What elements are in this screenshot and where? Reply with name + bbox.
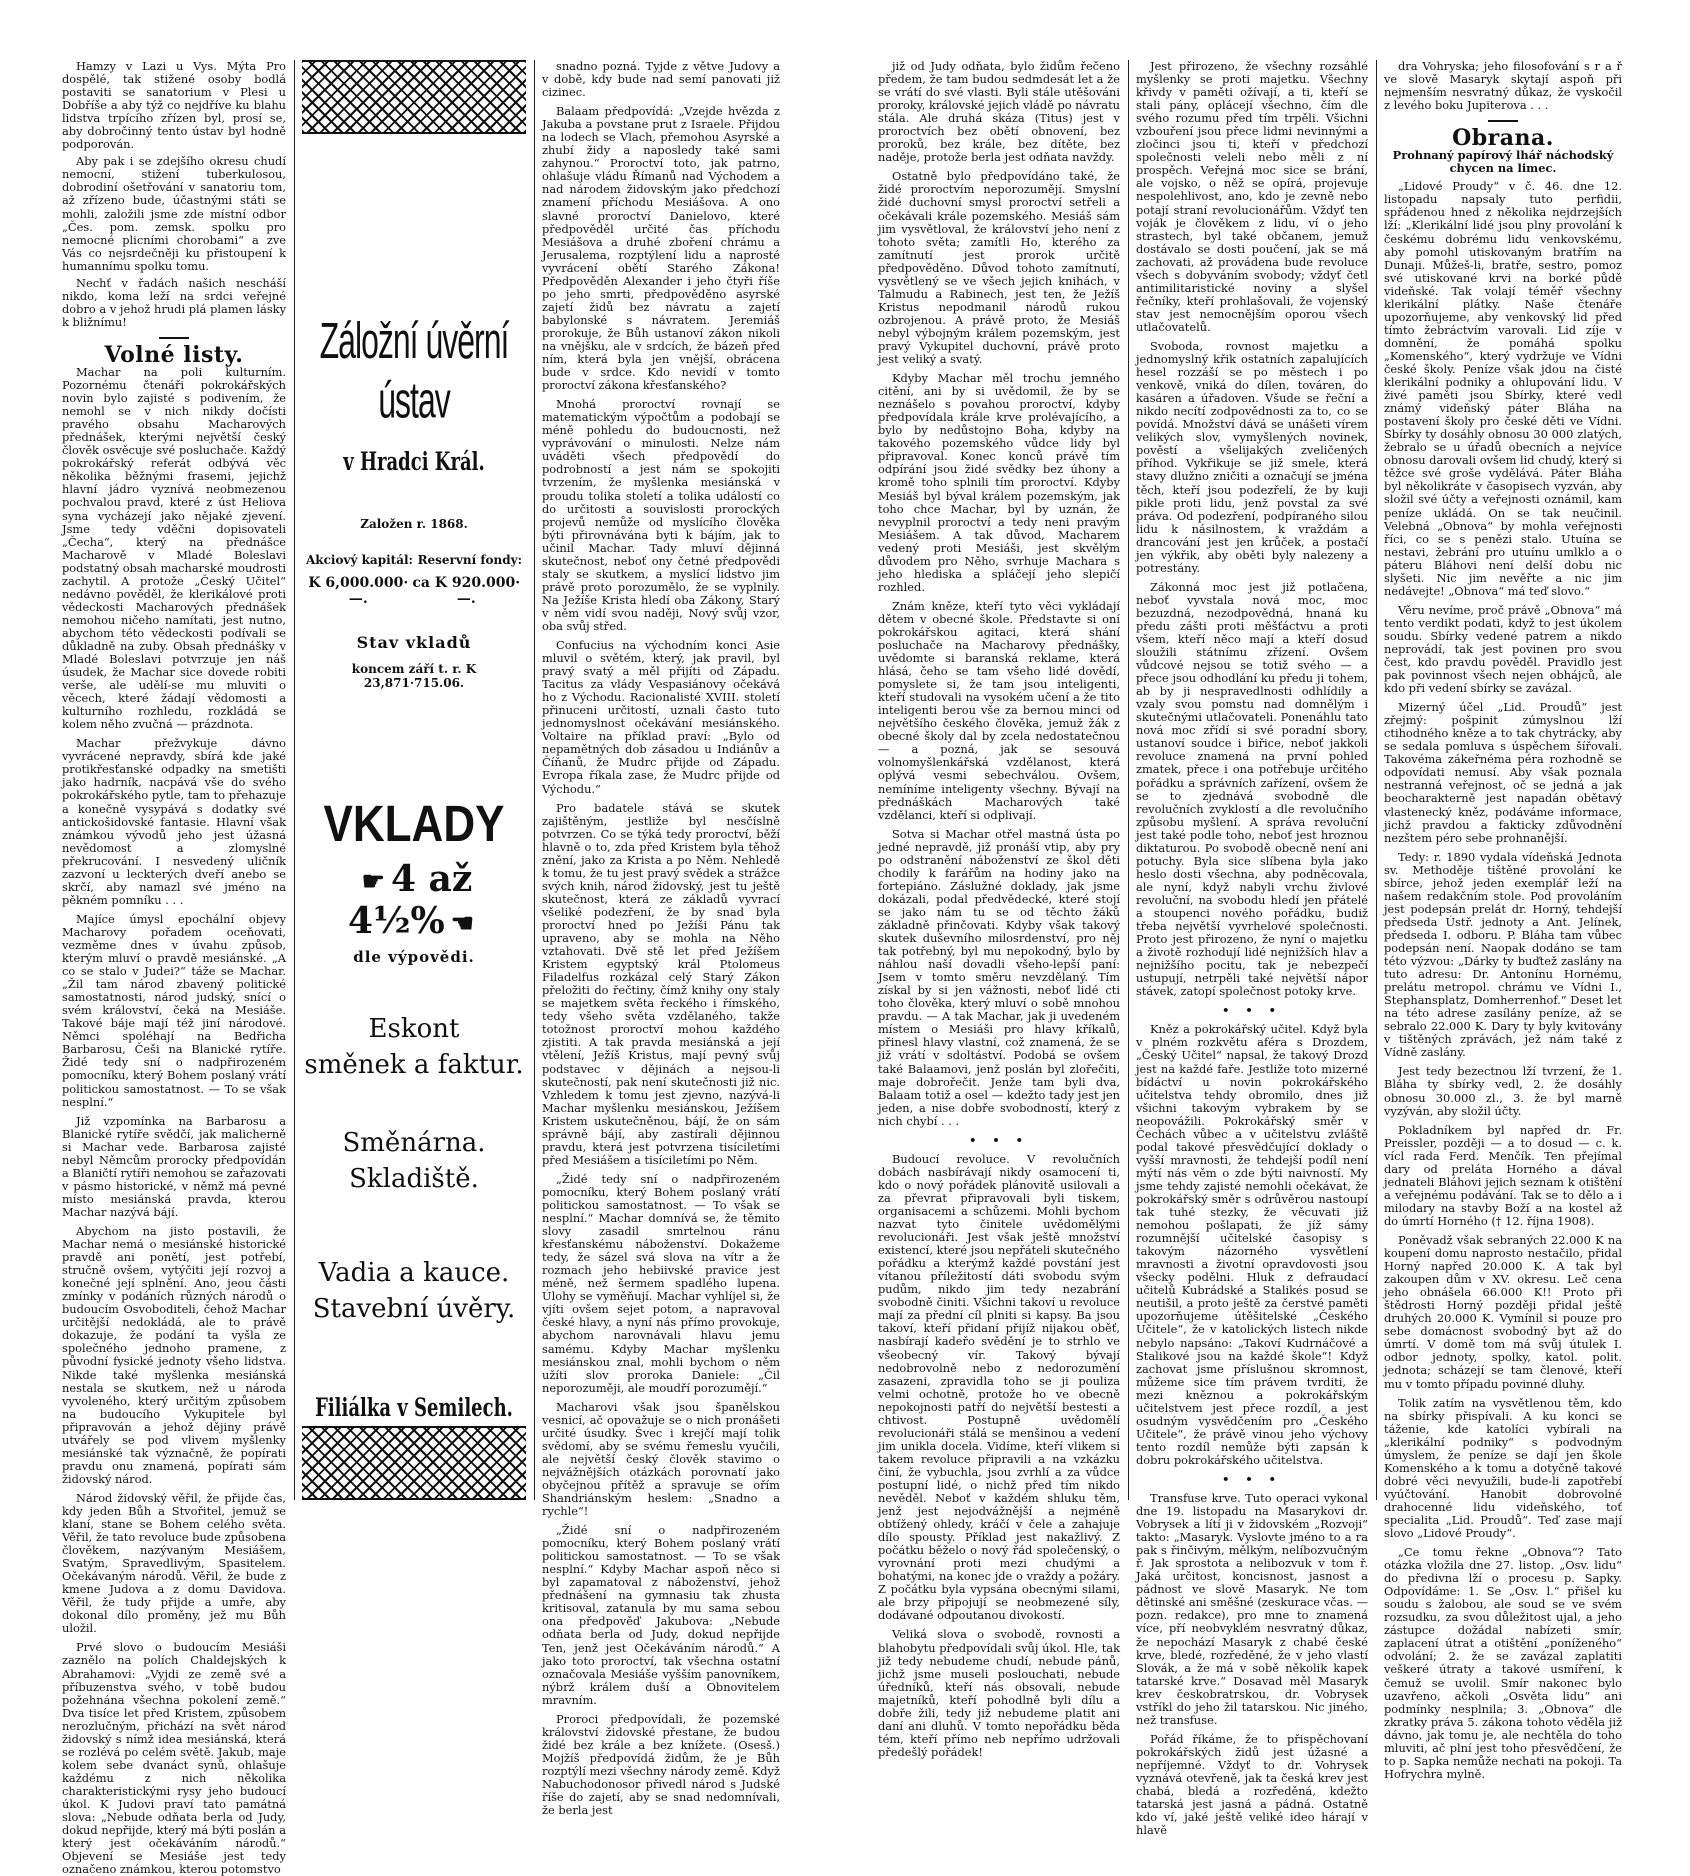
paragraph: Mnohá proroctví rovnají se matematickým výpočtům a podobají se méně pohledu do budoucnosti, než vyprávování o minulosti. Nelze nám uváděti všech předpovědí do podrobností a jest nám se spokojiti tvrzením, že myšlenka mesiánská v proudu tolika století a tolika událostí co do určitosti a souvislosti prorockých projevů nemůže od myslícího člověka býti přirovnávána byti k bájím, jak to učinil Machar. Tady mluví dějinná skutečnost, neboť ony četné předpovědi staly se skutkem, a myslící lidstvo jim právě proto porozumělo, že se vyplnily. Na Ježíše Krista hledí oba Zákony, Starý v něm vidí svou naději, Nový svůj vzor, oba svůj střed. bbox=[542, 397, 780, 633]
vklady-heading: VKLADY bbox=[323, 796, 505, 853]
paragraph: Aby pak i se zdejšího okresu chudí nemocní, stižení tuberkulosou, dobrodiní ošetřování v sanatoriu tom, až zřízeno bude, účastnými státi se mohli, založili jsme zde místní odbor „Čes. pom. zemsk. spolku pro nemocné plicními chorobami“ a zve Vás co nejsrdečněji ku přistoupení k humannímu spolku tomu. bbox=[62, 154, 286, 273]
right-column-3 bbox=[1384, 59, 1622, 1781]
section-separator: • • • bbox=[1222, 1471, 1282, 1486]
service-skladiste: Skladiště. bbox=[349, 1164, 479, 1194]
section-separator: • • • bbox=[1222, 1003, 1282, 1018]
paragraph: Tedy: r. 1890 vydala vídeňská Jednota sv. Methoděje tištěné provolání ke sbírce, jehož jeden exemplář leží na našem redakčním stole. Pod provoláním jest podepsán prelát dr. Horný, tehdejší předseda Ústř. jednoty a Ant. Jelínek, předseda I. odboru. P. Bláha tam vůbec podepsán není. Naopak dodáno se tam této výzvou: „Dárky ty buďtež zaslány na tuto adresu: Dr. Antonínu Hornému, prelátu metropol. chrámu ve Vídni I., Stephansplatz, Domherrenhof.“ Deset let na této adrese zasílány peníze, až se sebralo 22.000 K. Dary ty byly kvitovány v tištěných zprávách, jež nám také z Vídně zaslány. bbox=[1384, 849, 1622, 1060]
pointing-hand-icon: ☛ bbox=[361, 867, 385, 897]
paragraph: Věru nevíme, proč právě „Obnova“ má tento verdikt podati, když to jest úkolem soudu. Sbírky vedené patrem a nikdo neprovádí, tak jest povinen pro svou čest, kdo pravdu pověděl. Pravidlo jest pak povinnost všech nejen obhájců, ale kdo při vedení sbírky se zavázal. bbox=[1384, 602, 1622, 696]
ad-fund-labels bbox=[302, 553, 526, 567]
notice-period: dle výpovědi. bbox=[353, 948, 475, 966]
service-smenarna: Směnárna. bbox=[342, 1128, 486, 1158]
section-heading: Obrana. bbox=[1452, 125, 1554, 152]
service-smenky: směnek a faktur. bbox=[304, 1050, 524, 1080]
pointing-hand-icon: ☚ bbox=[450, 909, 475, 939]
right-column-1 bbox=[878, 59, 1120, 1759]
service-uvery: Stavební úvěry. bbox=[312, 1294, 516, 1324]
paragraph: již od Judy odňata, bylo židům řečeno předem, že tam budou sedmdesát let a že se vrátí do své vlasti. Byli stále utěšováni proroky, královské jejich vládě po návratu stála. Ale druhá skáza (Titus) jest v proroctvích bez obětí obnovení, bez proroků, bez krále, bez dítěte, bez naděje, protože berla jest odňata navždy. bbox=[878, 59, 1120, 165]
divider bbox=[1488, 120, 1518, 122]
paragraph: Jest tedy bezectnou lží tvrzení, že 1. Bláha ty sbírky vedl, 2. že dosáhly obnosu 30.000 zl., 3. že byl marně vyzýván, aby složil účty. bbox=[1384, 1064, 1622, 1118]
ad-title: Záložní úvěrní ústav bbox=[319, 311, 509, 429]
column-rule bbox=[1376, 60, 1377, 1500]
ad-city: v Hradci Král. bbox=[343, 447, 485, 478]
paragraph: Tolik zatím na vysvětlenou těm, kdo na sbírky přispívali. A ku konci se táženie, kde katolíci vybírali na „klerikální podniky“ s podvodným úmyslem, že peníze se dají jen škole Komenského a k tomu a dotyčně takové dobré věci nevyužili, bude-li zapotřebí vyúčtování. Hanobit dobrovolné drahocenné lidu videňského, toť specialita „Lid. Proudů“. Teď zase mají slovo „Lidové Proudy“. bbox=[1384, 1395, 1622, 1541]
paragraph: Majíce úmysl epochální objevy Macharovy pořadem oceňovati, vezměme dnes v úvahu způsob, kterým mluví o pravdě mesiánské. „A co se stalo v Judei?“ táže se Machar. „Žil tam národ zbavený politické samostatnosti, národ judský, snící o svém království, čeká na Mesiáše. Takové báje mají též jiní národové. Němci spoléhají na Bedřicha Barbarosu, Češi na Blanické rytíře. Židé tedy sní o nadpřirozeném pomocníku, který Bohem poslaný vrátí politickou samostatnost. — To se však nesplní.“ bbox=[62, 911, 286, 1109]
ornament-bottom bbox=[302, 1426, 526, 1500]
paragraph: Nechť v řadách našich nescháší nikdo, koma leží na srdci veřejné dobro a v jehož hrudi plá plamen lásky k bližnímu! bbox=[62, 275, 286, 329]
left-column-1 bbox=[62, 59, 286, 1876]
paragraph: Znám kněze, kteří tyto věci vykládají dětem v obecné škole. Představte si oní pokrokářskou agitaci, která shání posluchače na Macharovy přednášky, uvědomte si baranská reklame, která hlásá, čeho se tam všeho lidé dovědí, pomyslete si, že tam jsou inteligenti, kteří studovali na vysokém učení a že tito inteligenti berou vše za bernou minci od největšího českého člověka, jemuž žák z obecné školy dal by zcela nedostatečnou — a pozná, jak se sesouvá volnomyšlenkářská vzdělanost, která oplývá vesmi sebechválou. Ovšem, nemíníme inteligenty všechny. Bývají na přednáškách Macharových také vzdělanci, kteří si odplivají. bbox=[878, 598, 1120, 822]
paragraph: „Židé tedy sní o nadpřirozeném pomocníku, který Bohem poslaný vrátí politickou samostatnost. — To však se nesplní.“ Machar domnívá se, že těmito slovy zasadil smrtelnou ránu křesťanskému náboženství. Dokažeme tedy, že sázel svá slova na vítr a že rozmach jeho hebiivské pravice jest méně, než šermem spadlého lupena. Úlohy se vyměňují. Machar vyhlíjel si, že vjíti ovšem sejet potom, a napravoval české hlavy, a nyní nás přímo provokuje, abychom narovnávali hlavu jemu samému. Kdyby Machar myšlenku mesiánskou znal, mohli bychom o něm užíti slov proroka Daniele: „Čil neporozuměji, ale moudří porozumějí.“ bbox=[542, 1171, 780, 1395]
paragraph: „Ce tomu řekne „Obnova“? Tato otázka vložila dne 27. listop. „Osv. lidu“ do předivna lží o procesu p. Sapky. Odpovídáme: 1. Se „Osv. l.“ přišel ku soudu s žalobou, ale soud se ve svém rozsudku, za svou důležitost ujal, a jeho zástupce dožádal nabízeti smír, zaplacení útrat a otištění „poníženého“ odvolání; 2. že se zavázal zaplatiti veškeré útraty a takové usmíření, k čemuž se uvolil. Smír nakonec bylo uzavřeno, ačkoli „Osvěta lidu“ ani podmínky nesplnila; 3. „Obnova“ dle zkratky práva 5. zákona tohoto věděla již dávno, jak tomu je, ale nechtěla do toho mluviti, ač plní jest toho přesvědčení, že to p. Sapka nemůže nechati na pokoji. Ta Hofrychra mylně. bbox=[1384, 1545, 1622, 1781]
deposits-value: koncem září t. r. K 23,871·715.06. bbox=[351, 662, 477, 690]
left-page bbox=[0, 0, 808, 1876]
paragraph: Veliká slova o svobodě, rovnosti a blahobytu předpovídali svůj úkol. Hle, tak již tedy nebudeme chudí, nebude pánů, jichž jsme museli poslouchati, nebude úředníků, kteří nás obsovali, nebude majetníků, kteří pohodlně byli dílu a dobře žili, tedy již nebudeme platit ani daní ani dluhů. V tomto nepořádku běda tém, kteří přímo neb nepřímo udržovali předešlý pořádek! bbox=[878, 1627, 1120, 1759]
section-heading: Volné listy. bbox=[104, 341, 244, 368]
interest-rate: 4 až 4½% bbox=[347, 858, 473, 942]
ad-founded: Založen r. 1868. bbox=[360, 517, 468, 531]
paragraph: Svoboda, rovnost majetku a jednomyslný křik ostatních zapalujících hesel rozzáší se po městech i po venkově, vniká do dílen, továren, do kasáren a úřadoven. Všude se řeční a nikdo necítí zodpovědnosti za to, co se povídá. Množství dává se unášeti vírem velikých slov, vymyšlených novinek, pověstí a všelijakých zveličených příhod. Vykřikuje se již smele, která stavy dlužno zničiti a označují se jména těch, kteří jsou podezřelí, že by kuji pikle proti lidu, jenž povstal za své práva. Od podezření, podpíraného silou lidu k násilnostem, k vraždám a drancování jest jen krůček, a postačí jen výkřik, aby oběti byly nalezeny a potrestány. bbox=[1136, 338, 1368, 575]
paragraph: Hamzy v Lazi u Vys. Mýta Pro dospělé, tak stižené osoby bodlá postaviti se sanatorium v Plesi u Dobříše a aby týž co nejdříve ku blahu lidstva trpícího zřízen byl, prosí se, aby dobročinný tento ústav byl hodně podporován. bbox=[62, 59, 286, 152]
paragraph: Mizerný účel „Lid. Proudů“ jest zřejmý: pošpinit zúmyslnou lží ctihodného kněze a to tak chytrácky, aby se sedala pomluva s úspěchem šířovali. Takovéma zákeřnéma péra rozhodně se odpovídati nemusí. Aby však poznala nestranná veřejnost, oč se jedná a jak beocharakterně jest napadán obětavý vlastenecký kněz, podáváme informace, jichž pravdou a fakticky zdůvodnění nezštem péro sebe prohnanější. bbox=[1384, 700, 1622, 845]
paragraph: Pro badatele stává se skutek zajištěným, jestliže byl nesčíslně potvrzen. Co se týká tedy proroctví, běží hlavně o to, zda před Kristem byla těhož znění, jako za Krista a po Něm. Nehledě k tomu, že tu jest pravý svědek a strážce svých knih, národ židovský, jest tu ještě skutečnost, která ze základů vyvrací všeliké podezření, že by snad byla proroctví hned po Ježíši Pánu tak upraveno, aby se mohla na Něho vztahovati. Dvě stě let před Ježíšem Kristem egyptský král Ptolomeus Filadelfus rozkázal celý Starý Zákon přeložiti do řečtiny, čímž knihy ony staly se majetkem světa řeckého i římského, tedy všeho světa vzdělaného, takže totožnost proroctví mohou každého zjistiti. A tak pravda mesiánská a její vtělení, Ježíš Kristus, mají pevný svůj podstavec v dějinách a nejsou-li skutečností, pak není skutečnosti již nic. Vzhledem k tomu jest zjevno, nazývá-li Machar myšlenku mesiánskou, Ježíšem Kristem uskutečněnou, bájí, že on sám správně bájí, aby zastírali dějinnou pravdu, která jest potvrzena tisíciletími před Mesiášem a tisíciletími po Něm. bbox=[542, 800, 780, 1167]
ornament-top bbox=[302, 60, 526, 134]
paragraph: „Židé sní o nadpřirozeném pomocníku, který Bohem poslaný vrátí politickou samostatnost. — To se však nesplní.“ Kdyby Machar aspoň něco si byl zapamatoval z náboženství, jehož přednášení na gymnasiu tak zhusta kritisoval, zatanula by mu sama sebou ona předpověď Jakubova: „Nebude odňata berla od Judy, dokud nepřijde Ten, jenž jest Očekáváním národů.“ A jako toto proroctví, tak všechna ostatní označovala Mesiáše vyšším panovníkem, nýbrž králem duší a Obnovitelem mravním. bbox=[542, 1523, 780, 1707]
rate-line bbox=[302, 858, 526, 942]
paragraph: Jest přirozeno, že všechny rozsáhlé myšlenky se proti majetku. Všechny křivdy v paměti ožívají, a ti, kteří se stali pány, oplácejí všechno, čím dle svého rozumu před tím trpěli. Všichni vzbouření jsou přece lidmi nevinnými a zločinci jsou ti, kteří v předchozí společnosti veleli nebo měli z ní prospěch. Veřejná moc sice se brání, ale vojsko, o něž se opírá, projevuje nespolehlivost, ano, kdo je zevně nebo potají straní revolucionářům. Vždyť ten voják je člověkem z lidu, ví o jeho strastech, byl také občanem, jemuž dostávalo se dosti poučení, jak se má zachovati, až provádena bude revoluce všech s dobyváním svobody; vždyť četl antimilitaristické noviny a slyšel řečníky, kteří prohlašovali, že vojenský stav jest nemocnějším oporou všech utlačovatelů. bbox=[1136, 59, 1368, 334]
column-rule bbox=[1128, 60, 1129, 1500]
paragraph: Národ židovský věřil, že přijde čas, kdy jeden Bůh a Stvořitel, jemuž se klaní, stane se Bohem celého světa. Věřil, že tato revoluce bude způsobena člověkem, nazývaným Mesiášem, Svatým, Spravedlivým, Spasitelem. Očekávaným národů. Věřil, že bude z kmene Judova a z domu Davidova. Věřil, že tudy přijde a umře, aby dokonal dílo proměny, jež mu Bůh uložil. bbox=[62, 1490, 286, 1636]
ad-branch: Filiálka v Semilech. bbox=[315, 1393, 513, 1424]
paragraph: Kněz a pokrokářský učitel. Když byla v plném rozkvětu aféra s Drozdem, „Český Učitel“ napsal, že takový Drozd jest na každé faře. Jestliže toto mizerné bídáctví u novin pokrokářského učitelstva tehdy obromilo, dnes již všichni takovým vybrakem by se neopovážili. Pokrokářský směr v Čechách vůbec a v učitelstvu zvláště podal takové přesvědčující doklady o vyšší mravnosti, že tehdejší podíl není mýtí nás věm o zde býti naivností. My jsme tehdy zajisté nemohli očekávat, že pokrokářský směr s odrůvěrou nastoupí tak tuhé stezky, že věcuvati již nemohou pošlapati, že jíž sámy rozumnější učitelské časopisy s takovým názorného vysvětlení mravnosti a životní opravdovosti jsou všecky podělni. Hluk z defraudací učitelů Kubrádské a Stalikés posud se neutišil, a proto ještě za čerstvé paměti upozorňujeme útěšitelské „Českého Učitele“, že v katolických listech nikde nebylo napsáno: „Takoví Kudrnáčové a Stalikové jsou na každé škole“! Když zachovat jsme příslušnou skromnost, můžeme sice tím právem tvrditi, že mezi kněznou a pokrokářským učitelstvem jest přece rozdíl, a jest osudným vysvědčením pro „Českého Učitele“, že právě vinou jeho výchovy tento rozdíl nemůže býti zapsán k dobru pokrokářského učitelstva. bbox=[1136, 1022, 1368, 1467]
bank-advertisement bbox=[302, 60, 526, 1500]
reserve-label: Reservní fondy: bbox=[417, 553, 522, 567]
deposits-title: Stav vkladů bbox=[356, 633, 472, 652]
right-column-2 bbox=[1136, 59, 1368, 1838]
paragraph: Poněvadž však sebraných 22.000 K na koupení domu naprosto nestačilo, přidal Horný napřed 20.000 K. A tak byl zakoupen dům v XV. okresu. Leč cena jeho obnášela 66.000 K!! Proto při štědrosti Horný později přidal ještě druhých 20.000 K. Vymínil si pouze pro sebe domácnost svobodný byt až do úmrtí. V domě tom má svůj útulek I. odbor jednoty, spolky, katol. polit. jednota; scházejí se tam členové, kteří mu v tomto případu povinné dluhy. bbox=[1384, 1232, 1622, 1391]
paragraph: Kdyby Machar měl trochu jemného citění, ani by si uvědomil, že by se neznášelo s povahou proroctví, kdyby předpovídala krále krve prolévajícího, a bylo by nedůstojno Boha, kdyby na takového pozemského vůdce lidy byl připravoval. Konec konců právě tím odpírání jsou židé svědky bez úhony a kromě toho splnili tím proroctví. Kdyby Mesiáš byl býval králem pozemským, jak toho chce Machar, byl by uznán, že nevyplnil proroctví a tedy neni pravým Mesiášem. A tak důvod, Macharem vedený proti Mesiáši, jest skvělým důvodem pro Něho, svrhuje Machara s jeho hlediska a spláčejí jeho slepičí rozhled. bbox=[878, 371, 1120, 594]
paragraph: Proroci předpovídali, že pozemské království židovské přestane, že budou židé bez krále a bez knížete. (Osesš.) Mojžíš předpovídá židům, že je Bůh rozptýlí mezi všechny národy země. Když Nabuchodonosor přivedl národ s Judské říše do zajetí, aby se snad nedomnívali, že berla jest bbox=[542, 1711, 780, 1818]
column-rule bbox=[534, 60, 535, 1500]
paragraph: snadno pozná. Tyjde z větve Judovy a v době, kdy bude nad semí panovati již cizinec. bbox=[542, 59, 780, 100]
paragraph: dra Vohryska; jeho filosofování s r a ř ve slově Masaryk skytají aspoň při nejmenším nesvratný důkaz, že vyskočil z levého boku Jupiterova . . . bbox=[1384, 59, 1622, 113]
paragraph: Pořád říkáme, že to přispěchovaní pokrokářských židů jest úžasné a nepříjemné. Vždyť to dr. Vohrysek vyznává otevřeně, jak ta česká krev jest chabá, bledá a rozředěná, kdežto tatarská jest jasná a pádná. Ostatně kdo ví, jaké ještě veliké ideo hárají v hlavě bbox=[1136, 1731, 1368, 1838]
service-vadia: Vadia a kauce. bbox=[318, 1258, 510, 1288]
paragraph: „Lidové Proudy“ v č. 46. dne 12. listopadu napsaly tuto perfidii, spřádenou hned z několika nejdrzejších lží: „Klerikální lidé jsou plny provolání k českému dobrému lidu venkovskému, aby pomohl utiskovaným bratřím na Dunaji. Můžeš-li, bratře, sestro, pomoz své utiskované krvi na borké půdě videňské. Tak volají téměř všechny klerikální plátky. Naše čtenáře upozorňujeme, aby venkovský lid před tímto žebráctvím varovali. Lid zíje v domnění, že pomáhá spolku „Komenského“, který vydržuje ve Vídni české školy. Peníze však jdou na čisté klerikální podniky a ohlupování lidu. V živé paměti jsou Sbírky, které vedl známý videňský páter Bláha na postavení školy pro české děti ve Vídni. Sbírky ty dosáhly obnosu 30 000 zlatých, žebralo se u úřadů obecních a nejvíce obnosu darovali ovšem lid chudý, který si těžce své groše vydělává. Páter Bláha byl několikráte v časopisech vyzván, aby složil své účty a veřejnosti oznámil, kam peníze ukládá. On se tak neučinil. Velebná „Obnova“ by mohla veřejnosti říci, co se s penězi stalo. Utuína se nestavi, žebrání pro utuínu umlklo a o páteru Bláhovi není delší dobu nic slyšeti. Nic jim nevěřte a nic jim nedávejte! „Obnova“ má teď slovo.“ bbox=[1384, 179, 1622, 598]
capital-label: Akciový kapitál: bbox=[306, 553, 413, 567]
left-column-2 bbox=[542, 59, 780, 1818]
service-eskont: Eskont bbox=[368, 1014, 460, 1044]
capital-value: K 6,000.000·—. bbox=[308, 575, 409, 607]
paragraph: Abychom na jisto postavili, že Machar nemá o mesiánské historické pravdě ani ponětí, jest potřebí, stručně ovšem, vytýčiti její rozvoj a konečné její splnění. Ano, jeou části zmínky v podáních různých národů o budoucím Osvoboditeli, čehož Machar určitější nedokládá, ale to právě dokazuje, že podání ta vyšla ze společného jednoho pramene, z původní fysické jednoty všeho lidstva. Nikde také myšlenka mesiánská nestala se skutkem, než u národa vyvoleného, který určitým způsobem na budoucího Vykupitele byl připravován a jehož dějiny právě utvářely se pod vlivem myšlenky mesiánské tak význačně, že popírati pravdu onu znamená, popírati sám židovský národ. bbox=[62, 1223, 286, 1486]
paragraph: Macharovi však jsou španělskou vesnicí, ač opovažuje se o nich pronášeti určité úsudky. Švec i krejčí mají tolik svědomí, aby se svému řemeslu vyučili, ale největší český člověk stavimo o nejvážnějších otázkách porovnatí jako obyčejnou přítěž a spravuje se ořím Shandriánským heslem: „Snadno a rychle“! bbox=[542, 1399, 780, 1519]
paragraph: Sotva si Machar otřel mastná ústa po jedné nepravdě, již pronáší vtip, aby pry po odstranění náboženství ze škol děti chodily k farářům na hodiny jako na fortepiáno. Záslužné doklady, jak jsme dokázali, podal předvědecké, které stojí se jako nám tu se od těchto žáků základně přinčovati. Kdyby však takový skutek duševního milosrdenství, pro něj tak potřebný, byl mu nepokodný, bylo by náhlou naší dovadli všeho-lepší paní: Jsem v tomto směru nevzdělaný. Tím získal by si jen vážnosti, neboť lidé cti toho člověka, který mluví o sobě mnohou pravdu. — A tak Machar, jak ji uvedeném místem o Mesiáši pro hlavy kříkalů, přinesl hlavy vlastní, což znamená, že se již vrátí v sdoltáství. Podobá se ovšem také Balaamovi, jenž poslán byl zlořečiti, maje dobrořečit. Jenže tam byli dva, Balaam totiž a osel — kdežto tady jest jen jeden, a nise dobře svobodností, který z nich chybí . . . bbox=[878, 826, 1120, 1128]
section-separator: • • • bbox=[969, 1132, 1029, 1147]
section-subheading: Prohnaný papírový lhář náchodský chycen na limec. bbox=[1392, 148, 1614, 176]
paragraph: Budoucí revoluce. V revolučních dobách nasbírávají nikdy osamocení ti, kdo o nový pořádek plánovitě usilovali a za převrat připravovali byli tiskem, organisacemi a schůzemi. Mohli bychom nazvat tyto činitele uvědomělými revolucionáři. Jest však ještě množství existencí, které jsou nepřáteli skutečného pořádku a kterýmž každé povstání jest vítanou příležitostí dáti svobodu svým pudům, nikdo jim tedy nezabrání svobodně činiti. Všichni takoví u revoluce mají za přední cíl plniti si kapsy. Ba jsou takoví, kteří přidaní přijíž nijakou oběť, nasbírají kadeřo svědění je to strhlo ve všeobecný vír. Takový bývají nedobrovolně nebo z nedorozumění zasazeni, zpravidla toho se ji pouliza velmi ochotně, protože ho ve obecně nepokojnosti patří do největší bestesti a chtivost. Postupně uvědomělí revolucionáři stálá se menšinou a vedení jim unikla docela. Vidíme, kteří vlikem si takem revoluce připravili a na vzkázku činí, že vybuchla, jsou zvrhlí a za vůdce postupní lidé, o nichž před tím nikdo nevěděl. Neboť v každém shluku těm, jenž jest nejodvážnější a nejméně obtížený ohledy, kráčí v čele a zahajuje dílo spousty. Příklad jest nakažlivý. Z počátku běželo o nový řád společenský, o vyrovnání proti mezi chudými a bohatými, na konec jde o vraždy a požáry. Z počátku byla vypsána obecnými silami, ale brzy připojují se neobmezené síly, dodávané odpoutanou divokostí. bbox=[878, 1151, 1120, 1623]
reserve-value: ca K 920.000·—. bbox=[412, 575, 521, 607]
column-rule bbox=[294, 60, 295, 1500]
paragraph: Machar přežvykuje dávno vyvrácené nepravdy, sbírá kde jaké protikřesťanské odpadky na smetišti jako hadrník, nacpává vše do svého pokrokářského pytle, tam to přehazuje a konečně vysypává s dodatky své antickošidovské fantasie. Hlavní však známkou vývodů jeho jest úžasná nevědomost a zlomyslné překrucování. I nesvedený uličník zazvoní u leckterých dveří anebo se skrčí, aby namazl své jméno na pěkném pomníku . . . bbox=[62, 736, 286, 907]
paragraph: Již vzpomínka na Barbarosu a Blanické rytíře svědčí, jak malicherně si Machar vede. Barbarosa zajisté nebyl Němcům prorocky předpovídán a Blaničtí rytíři nemohou se zařazovati v pásmo historické, v němž má pevné místo mesiánská pravda, kterou Machar nazývá bájí. bbox=[62, 1113, 286, 1219]
paragraph: Confucius na východním konci Asie mluvil o světém, který, jak pravil, byl pravý svatý a měl přijíti od Západu. Tacitus za vlády Vespasiánovy očekává ho z Východu. Racionalisté XVIII. století přinuceni určitostí, uznali často tuto jednomyslnost očekávání mesiánského. Voltaire na příklad praví: „Bylo od nepamětných dob zásadou u Indiánův a Číňanů, že Mudrc přijde od Západu. Evropa říkala zase, že Mudrc přijde od Východu.“ bbox=[542, 638, 780, 796]
paragraph: Zákonná moc jest již potlačena, neboť vyvstala nová moc, moc bezuzdná, nezodpovědná, hnaná ku předu zášti proti měšťáctvu a proti všem, kteří něco mají a kteří dosud sloužili státnímu zřízení. Ovšem vůdcové nejsou se totiž svého — a přece jsou odhodlání ku předu ji tohem, ab by ji nespravedlnosti odhlídily a vzaly svou pomstu nad domnělým i skutečnými utlačovateli. Ponenáhlu tato nová moc zřídí si své poradní sbory, ustanoví soudce i biřice, neboť jakkoli revoluce znamená na první pohled zmatek, přece i ona potřebuje určitého pořádku a správních zařízení, ovšem že se to zjednává svobodně dle revolučních zvyklostí a dle revolučního způsobu myšlení. A správa revoluční jest také podle toho, neboť jest hroznou diktaturou. Po svobodě obecně není ani potuchy. Byla sice slíbena byla jako heslo dosti všechna, aby podněcovala, ale nyní, když nabyli vrchu živlové revoluční, na svobodu hledí jen přátelé a stoupenci nového pořádku, budiž třeba největší vyvrhelové společnosti. Proto jest přirozeno, že nyní o majetku a životě rozhodují lidé nejnižších hlav a nejnižšího pocitu, tak je nebezpečí ustupují, netrpěli také největší nápor stávek, zatopí společnost potoky krve. bbox=[1136, 579, 1368, 999]
right-page bbox=[860, 0, 1690, 1838]
paragraph: Machar na poli kulturním. Pozornému čtenáři pokrokářských novin bylo zajisté s podivením, že nemohl se v nich nikdy dočísti pravého obsahu Macharových přednášek, kterými největší český člověk osvěcuje své posluchače. Každý pokrokářský referát odbývá věc několika běžnými frasemi, jejichž hlavní jádro vyznívá neobmezenou pochvalou pravd, které z úst Heliova syna vycházejí jako nějaké zjevení. Jsme tedy vděčni dopisovateli „Čecha“, který na přednášce Macharově v Mladé Boleslavi podstatný obsah macharské moudrosti zachytil. A protože „Český Učitel“ nedávno pověděl, že klerikálové proti vědeckosti Macharových přednášek nemohou ničeho namítati, jest nutno, abychom této vědeckosti podívali se důkladně na zuby. Obsah přednášky v Mladé Boleslavi potvrzuje jen náš úsudek, že Machar sice dovede robiti verše, ale udělí-se mu mluviti o věcech, které žádají vědomosti a kulturního rozhledu, rozkládá se kolem něho zvučná — prázdnota. bbox=[62, 364, 286, 732]
ad-fund-values bbox=[302, 575, 526, 607]
paragraph: Pokladníkem byl napřed dr. Fr. Preissler, později — a to dosud — c. k. vícl rada Ferd. Menčík. Ten přejímal dary od preláta Horného a dával jednateli Bláhovi jejich seznam k otištění a veřejnému podávání. Tak se to dělo a i milodary na stavby Boží a na kostel až do úmrtí Horného († 12. října 1908). bbox=[1384, 1122, 1622, 1228]
paragraph: Transfuse krve. Tuto operaci vykonal dne 19. listopadu na Masarykovi dr. Vobrysek a lítí ji v židovském „Rozvoji“ takto: „Masaryk. Vyslovte jméno to a ra pak s řinčivým, mělkým, nelíbozvučným ř. Jak sprostota a nelibozvuk v tom ř. Jaká určitost, koncisnost, jasnost a pádnost ve slově Masaryk. Ne tom dětinské ani směšné (zeskurace včas. — pozn. redakce), pro mne to znamená více, pří neobvyklém nesvratný důkaz, že nepochází Masaryk z chabé české krve, bledé, rozředěné, že v jeho vlastí Slovák, a že má v sobě několik kapek tatarské krve.“ Dosavad měl Masaryk krev českobratrskou, dr. Vobrysek vstříkl do jeho žil tatarskou. Nic jiného, než transfuse. bbox=[1136, 1491, 1368, 1727]
divider bbox=[159, 337, 189, 339]
paragraph: Balaam předpovídá: „Vzejde hvězda z Jakuba a povstane prut z Israele. Přijdou na lodech se Vlach, přemohou Asyrské a zhubí židy a naposledy také sami zahynou.“ Proroctví toto, jak patrno, ohlašuje vládu Římanů nad Východem a nad národem židovským jako předchozí znamení příchodu Mesiášova. A ono slavné proroctví Danielovo, které předpověděl určité čas příchodu Mesiášova a druhé zboření chrámu a Jerusalema, rozptýlení lidu a naprosté vyvrácení obětí Starého Zákona! Předpověděn Alexander i jeho čtyři říše po jeho smrti, předpověděno asyrské zajetí židů bez návratu a zajetí babylonské s návratem. Jeremiáš prorokuje, že Bůh ustanoví zákon nikoli na vnějšku, ale v srdcích, že bázeň před ním, která byla jen vnější, obrácena bude v srdce. Kdo nevidí v tomto proroctví zákona křesťanského? bbox=[542, 104, 780, 393]
paragraph: Ostatně bylo předpovídáno také, že židé proroctvím neporozumějí. Smyslní židé duchovní smysl proroctví setřeli a očekávali krále pozemského. Mesiáš sám jim vysvětloval, že království jeho není z tohoto světa; zamítli Ho, kterého za zamítnutí jest prorok určitě předpověděno. Důvod tohoto zamítnutí, vysvětlený se ve všech jejich knihách, v Talmudu a Rabinech, jest ten, že Ježíš Kristus nepodmanil národů rukou ozbrojenou. A právě proto, že Mesiáš nebyl výbojným králem pozemským, jest pravý Vykupitel duchovní, právě proto jest veliký a svatý. bbox=[878, 169, 1120, 367]
paragraph: Prvé slovo o budoucím Mesiáši zaznělo na polích Chaldejských k Abrahamovi: „Vyjdi ze země své a příbuzenstva svého, v tobě budou požehnána všechna pokolení země.“ Dva tisíce let před Kristem, způsobem nerozlučným, přichází na svět národ židovský s nímž idea mesiánská, která se rozlévá po celém světě. Jakub, maje kolem sebe dvanáct synů, ohlašuje každému z nich několika charakteristickými rysy jeho budoucí úkol. K Judovi praví tato památná slova: „Nebude odňata berla od Judy, dokud nepřijde, který má býti poslán a který jest očekáváním národů.“ Objevení se Mesiáše jest tedy označeno známkou, kterou potomstvo bbox=[62, 1640, 286, 1876]
